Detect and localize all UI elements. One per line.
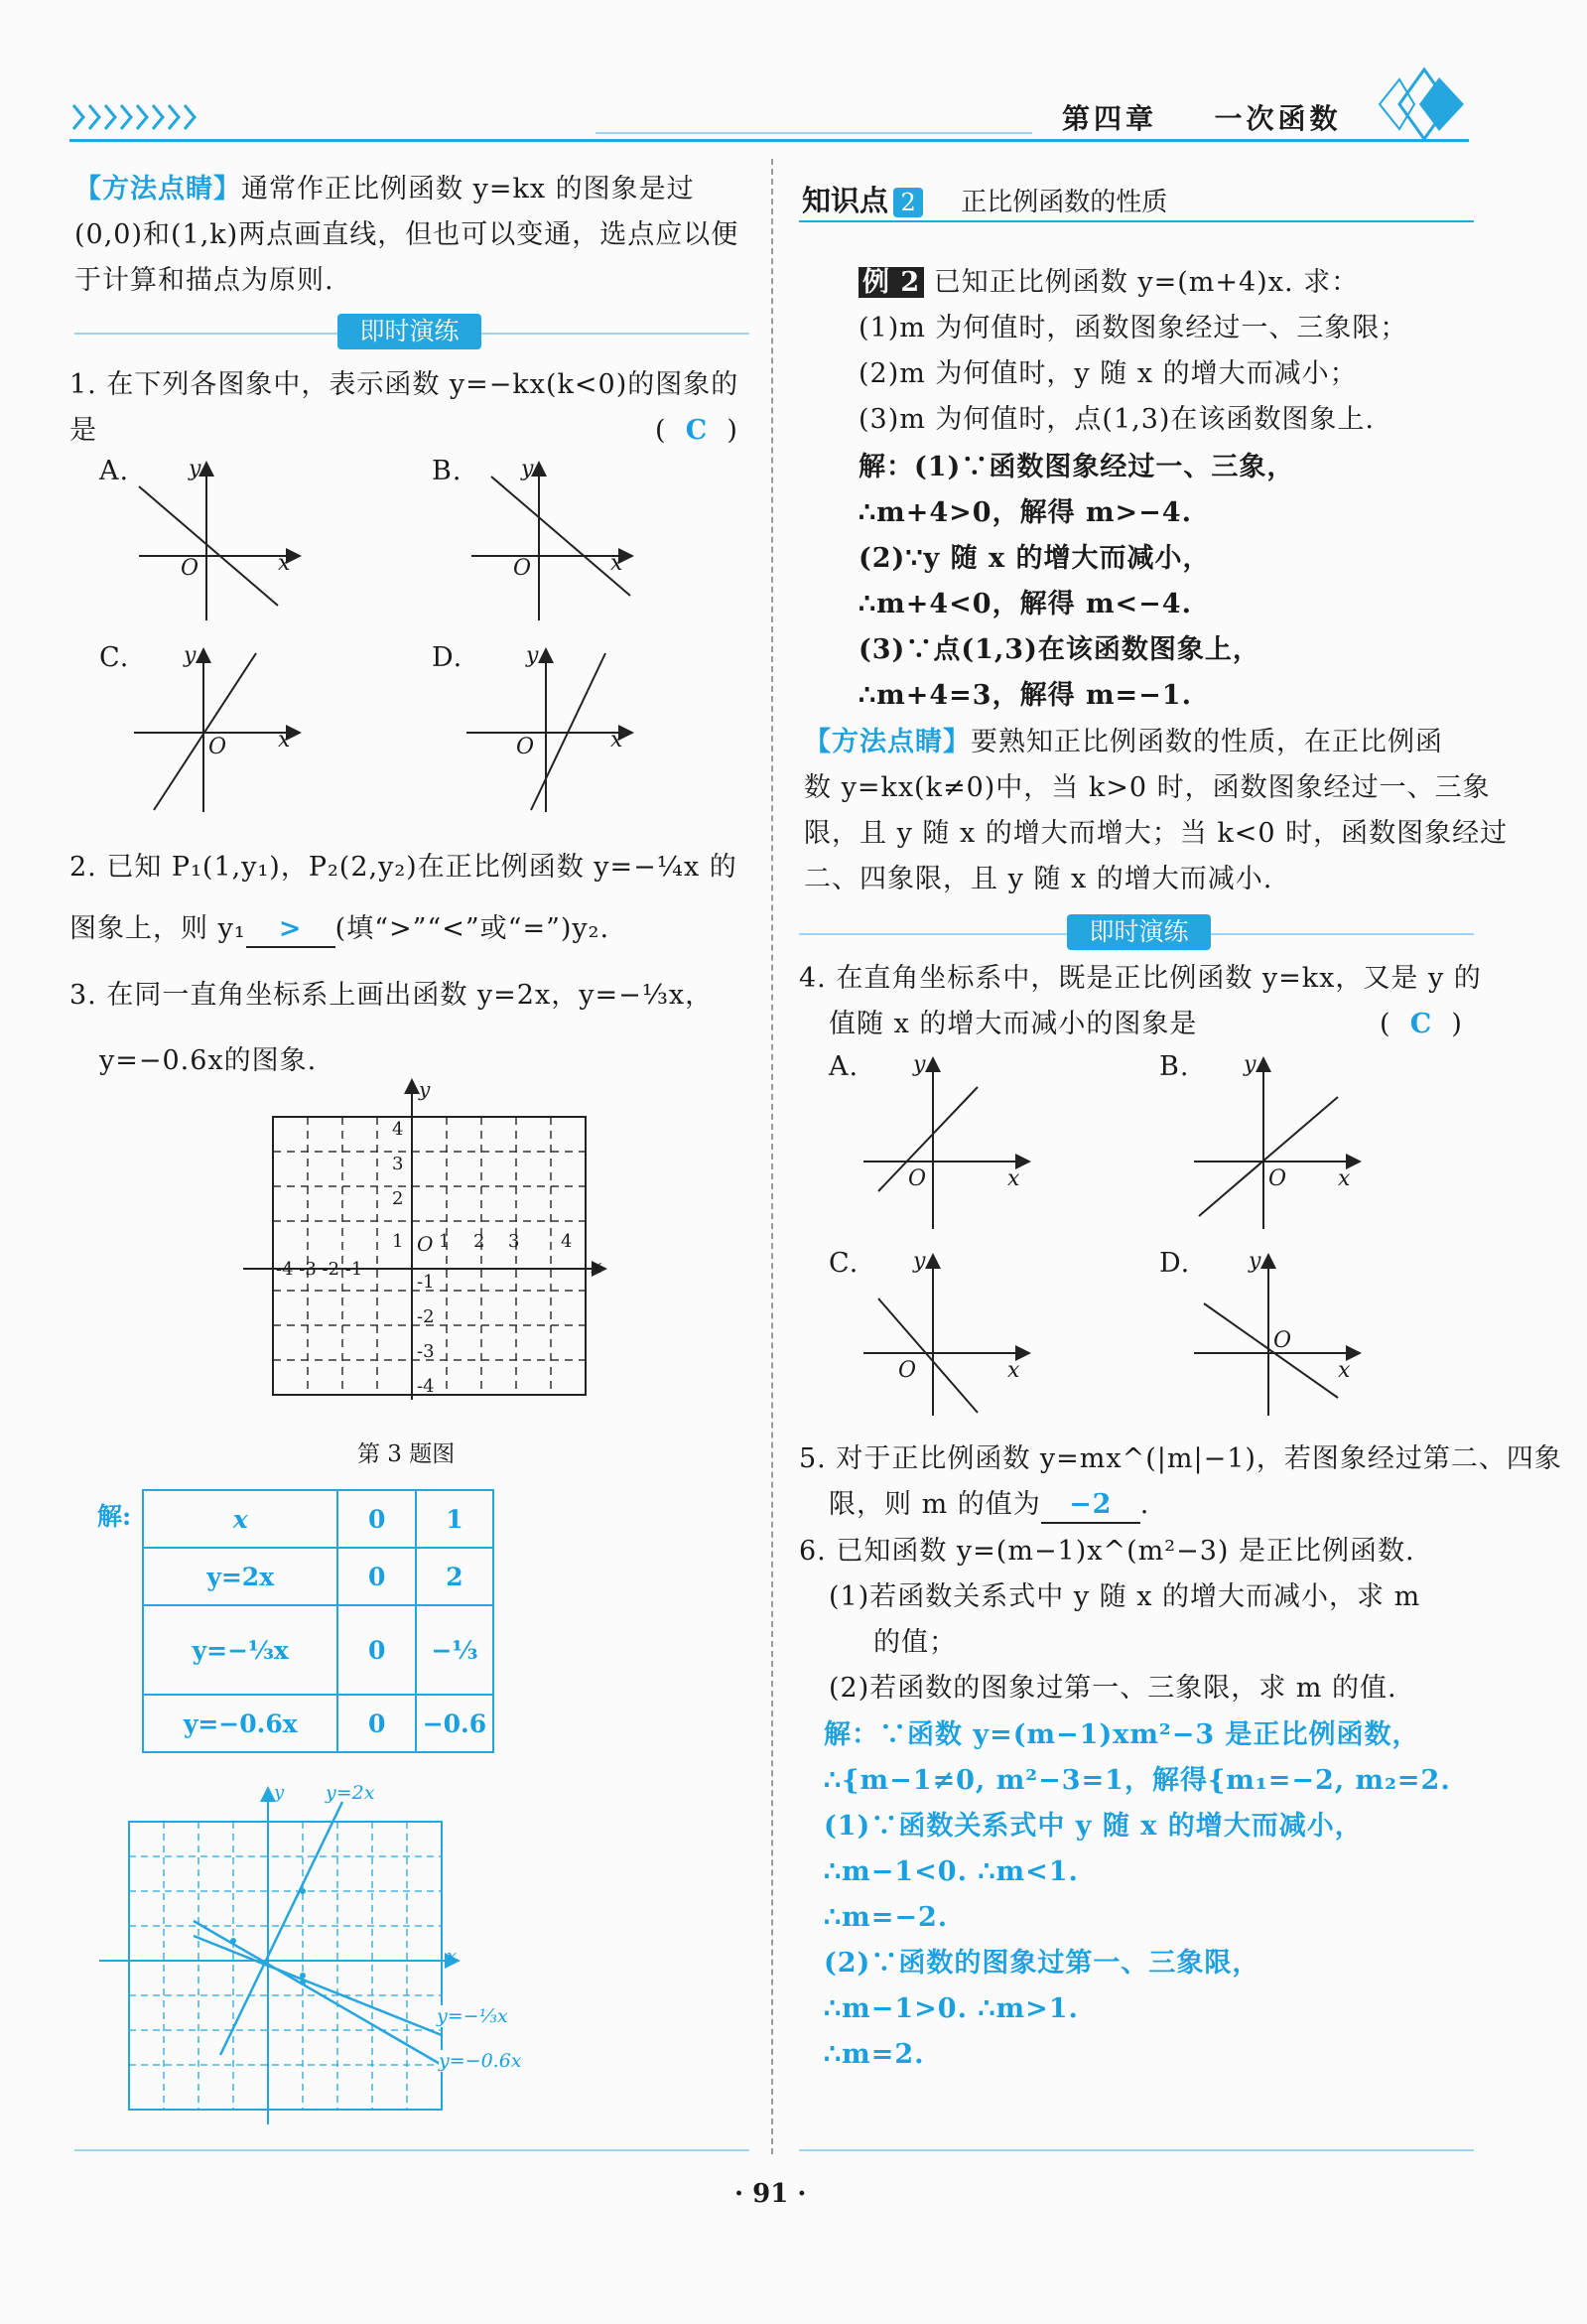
axis-y-label: y xyxy=(1249,1249,1261,1274)
example-solution-line: ∴m+4<0，解得 m<−4. xyxy=(859,589,1192,619)
axis-x-label: x xyxy=(1338,1358,1351,1383)
tick-x-1: 1 xyxy=(439,1231,451,1252)
solution-table xyxy=(142,1489,494,1753)
origin-label: O xyxy=(516,735,535,759)
axis-y-label: y xyxy=(913,1249,926,1274)
tick-y-neg2: -2 xyxy=(417,1306,435,1327)
question-2-line: (填“>”“<”或“=”)y₂. xyxy=(334,913,610,944)
question-5: 5. 对于正比例函数 y=mx^(|m|−1)，若图象经过第二、四象 限，则 m 的值为 −2 . xyxy=(799,1436,1562,1528)
method-tip-line: 二、四象限，且 y 随 x 的增大而减小. xyxy=(804,864,1273,894)
example-line: (1)m 为何值时，函数图象经过一、三象限； xyxy=(859,313,1408,343)
right-bottom-rule xyxy=(799,2149,1474,2151)
axis-y-label: y xyxy=(913,1052,926,1077)
origin-label: O xyxy=(908,1166,927,1191)
table-cell: 0 xyxy=(337,1605,415,1695)
q2-answer: > xyxy=(278,913,303,944)
axis-x-label: x xyxy=(610,551,623,576)
method-tip-line: 通常作正比例函数 y=kx 的图象是过 xyxy=(241,174,695,205)
example-2 xyxy=(859,260,1407,443)
table-cell: y=−⅓x xyxy=(143,1605,337,1695)
tick-y-3: 3 xyxy=(392,1154,404,1174)
axis-y-label: y xyxy=(189,457,201,481)
axis-x-label: x xyxy=(447,1946,458,1967)
tick-y-1: 1 xyxy=(392,1231,404,1252)
q4b-graph xyxy=(1189,1052,1388,1231)
solution-graph xyxy=(99,1782,556,2139)
option-label: C. xyxy=(99,642,130,673)
solution-graph-figure xyxy=(99,1782,556,2139)
solution-line: ∴{m−1≠0, m²−3=1，解得{m₁=−2, m₂=2. xyxy=(824,1765,1451,1796)
option-label: A. xyxy=(99,456,130,486)
tick-x-4: 4 xyxy=(561,1231,573,1252)
graph-label-06: y=−0.6x xyxy=(439,2050,522,2072)
graph-label-third: y=−⅓x xyxy=(437,2005,508,2027)
chapter-title: 一次函数 xyxy=(1214,102,1342,135)
method-tip-1 xyxy=(74,167,738,304)
solution-line: ∴m=−2. xyxy=(824,1902,949,1933)
tick-x-3: 3 xyxy=(508,1231,520,1252)
tick-y-4: 4 xyxy=(392,1119,404,1140)
table-cell: y=−0.6x xyxy=(143,1695,337,1752)
axis-x-label: x xyxy=(1338,1166,1351,1191)
example-label: 例 2 xyxy=(859,267,924,298)
question-4-line: 4. 在直角坐标系中，既是正比例函数 y=kx，又是 y 的 xyxy=(799,963,1482,994)
q1a-graph xyxy=(129,457,328,625)
axis-x-label: x xyxy=(278,551,291,576)
tick-y-2: 2 xyxy=(392,1188,404,1209)
method-tip-line: 要熟知正比例函数的性质，在正比例函 xyxy=(971,727,1443,757)
axis-y-label: y xyxy=(521,457,534,481)
kp-title: 正比例函数的性质 xyxy=(961,188,1168,217)
graph-label-2x: y=2x xyxy=(326,1782,375,1804)
origin-label: O xyxy=(1268,1166,1287,1191)
axis-x-label: x xyxy=(1007,1166,1020,1191)
column-divider xyxy=(771,159,773,2154)
method-tip-line: (0,0)和(1,k)两点画直线，但也可以变通，选点应以便 xyxy=(74,219,739,250)
example-line: (2)m 为何值时，y 随 x 的增大而减小； xyxy=(859,358,1358,389)
solution-label: 解: xyxy=(97,1502,132,1531)
chapter-label xyxy=(1062,97,1342,137)
question-2-line: 图象上，则 y₁ xyxy=(69,913,246,944)
example-line: (3)m 为何值时，点(1,3)在该函数图象上. xyxy=(859,404,1376,435)
table-row xyxy=(143,1695,493,1752)
solution-line: 解：∵函数 y=(m−1)xm²−3 是正比例函数， xyxy=(824,1719,1420,1750)
origin-label: O xyxy=(417,1232,434,1256)
question-5-line: 限，则 m 的值为 xyxy=(829,1489,1041,1520)
table-cell: y=2x xyxy=(143,1548,337,1605)
option-label: D. xyxy=(432,642,463,673)
tick-y-neg3: -3 xyxy=(417,1341,435,1362)
example-solution-line: 解：(1)∵函数图象经过一、三象， xyxy=(859,452,1295,482)
example-solution-line: ∴m+4=3，解得 m=−1. xyxy=(859,680,1192,711)
q4a-graph xyxy=(859,1052,1057,1231)
origin-label: O xyxy=(898,1358,917,1383)
method-tip-line: 数 y=kx(k≠0)中，当 k>0 时，函数图象经过一、三象 xyxy=(804,772,1491,803)
solution-line: (2)∵函数的图象过第一、三象限， xyxy=(824,1948,1260,1979)
kp-label: 知识点 xyxy=(802,184,889,217)
table-cell: 0 xyxy=(337,1548,415,1605)
example-solution-line: (3)∵点(1,3)在该函数图象上， xyxy=(859,634,1260,665)
table-cell: 0 xyxy=(337,1695,415,1752)
axis-x-label: x xyxy=(591,1254,602,1278)
table-cell: x xyxy=(143,1490,337,1548)
axis-x-label: x xyxy=(610,728,623,752)
example-solution xyxy=(859,445,1294,719)
table-cell: 1 xyxy=(416,1490,493,1548)
table-row xyxy=(143,1548,493,1605)
origin-label: O xyxy=(513,556,532,581)
question-4 xyxy=(799,956,1482,1047)
option-label: B. xyxy=(1159,1051,1190,1082)
q1-answer: C xyxy=(685,415,709,446)
question-6-line: 的值； xyxy=(873,1627,957,1658)
axis-y-label: y xyxy=(419,1077,431,1101)
practice-title-left: 即时演练 xyxy=(337,314,481,349)
question-5-line: 5. 对于正比例函数 y=mx^(|m|−1)，若图象经过第二、四象 xyxy=(799,1443,1562,1474)
origin-label: O xyxy=(181,556,199,581)
left-bottom-rule xyxy=(74,2149,749,2151)
question-6-line: 6. 已知函数 y=(m−1)x^(m²−3) 是正比例函数. xyxy=(799,1536,1415,1567)
method-tip-line: 限，且 y 随 x 的增大而增大；当 k<0 时，函数图象经过 xyxy=(804,818,1509,849)
origin-label: O xyxy=(208,735,227,759)
header-diamond-logo xyxy=(1360,60,1469,149)
question-6-solution xyxy=(824,1712,1451,2078)
option-label: B. xyxy=(432,456,463,486)
example-solution-line: ∴m+4>0，解得 m>−4. xyxy=(859,497,1192,528)
question-3-line: y=−0.6x的图象. xyxy=(99,1045,318,1076)
tick-y-neg1: -1 xyxy=(417,1272,435,1293)
q4-answer: C xyxy=(1409,1009,1433,1039)
question-4-line: 值随 x 的增大而减小的图象是 xyxy=(829,1009,1198,1039)
question-3 xyxy=(69,963,713,1094)
method-tip-label: 【方法点睛】 xyxy=(74,174,241,205)
kp-number: 2 xyxy=(893,188,923,217)
table-row xyxy=(143,1490,493,1548)
question-2 xyxy=(69,837,737,960)
question-6-line: (2)若函数的图象过第一、三象限，求 m 的值. xyxy=(829,1673,1397,1704)
solution-line: ∴m−1>0. ∴m>1. xyxy=(824,1993,1079,2024)
option-label: C. xyxy=(829,1248,860,1279)
solution-line: ∴m=2. xyxy=(824,2039,925,2070)
q1b-graph xyxy=(462,457,660,625)
kp-rule xyxy=(799,220,1474,222)
answer-bracket: ( C ) xyxy=(1380,1009,1463,1039)
option-label: D. xyxy=(1159,1248,1191,1279)
option-label: A. xyxy=(829,1051,860,1082)
tick-x-neg: -4 -3 -2 -1 xyxy=(276,1259,363,1280)
header-rule xyxy=(69,139,1469,142)
table-row xyxy=(143,1605,493,1695)
question-3-line: 3. 在同一直角坐标系上画出函数 y=2x，y=−⅓x， xyxy=(69,980,714,1011)
example-line: 已知正比例函数 y=(m+4)x. 求： xyxy=(933,267,1360,298)
q4c-graph xyxy=(859,1249,1057,1418)
tick-x-2: 2 xyxy=(473,1231,485,1252)
axis-x-label: x xyxy=(1007,1358,1020,1383)
q1d-graph xyxy=(462,643,660,817)
solution-line: ∴m−1<0. ∴m<1. xyxy=(824,1856,1079,1887)
practice-title-right: 即时演练 xyxy=(1067,914,1211,950)
question-1-line: 是 xyxy=(69,415,97,446)
q3-grid-figure xyxy=(238,1077,615,1405)
q5-answer: −2 xyxy=(1069,1489,1113,1520)
axis-y-label: y xyxy=(184,643,197,668)
figure-caption: 第 3 题图 xyxy=(357,1441,456,1467)
axis-y-label: y xyxy=(274,1782,285,1803)
solution-line: (1)∵函数关系式中 y 随 x 的增大而减小， xyxy=(824,1811,1363,1842)
method-tip-line: 于计算和描点为原则. xyxy=(74,265,334,296)
table-cell: 0 xyxy=(337,1490,415,1548)
question-6 xyxy=(799,1529,1420,1711)
q1c-graph xyxy=(129,643,328,817)
header-rule-top xyxy=(595,132,1032,134)
question-1-line: 1. 在下列各图象中，表示函数 y=−kx(k<0)的图象的 xyxy=(69,369,739,400)
question-2-line: 2. 已知 P₁(1,y₁)，P₂(2,y₂)在正比例函数 y=−¼x 的 xyxy=(69,852,737,883)
table-cell: 2 xyxy=(416,1548,493,1605)
axis-y-label: y xyxy=(526,643,539,668)
knowledge-point-header xyxy=(802,179,1167,219)
method-tip-2 xyxy=(804,720,1508,902)
method-tip-label: 【方法点睛】 xyxy=(804,727,971,757)
example-solution-line: (2)∵y 随 x 的增大而减小， xyxy=(859,543,1211,574)
table-cell: −⅓ xyxy=(416,1605,493,1695)
answer-bracket: ( C ) xyxy=(655,415,738,446)
chapter-number: 第四章 xyxy=(1062,102,1158,135)
question-1 xyxy=(69,362,738,454)
page-number: · 91 · xyxy=(734,2179,807,2209)
axis-x-label: x xyxy=(278,728,291,752)
question-6-line: (1)若函数关系式中 y 随 x 的增大而减小，求 m xyxy=(829,1581,1421,1612)
origin-label: O xyxy=(1273,1328,1292,1353)
axis-y-label: y xyxy=(1244,1052,1256,1077)
tick-y-neg4: -4 xyxy=(417,1376,435,1397)
header-chevrons xyxy=(69,99,218,135)
table-cell: −0.6 xyxy=(416,1695,493,1752)
